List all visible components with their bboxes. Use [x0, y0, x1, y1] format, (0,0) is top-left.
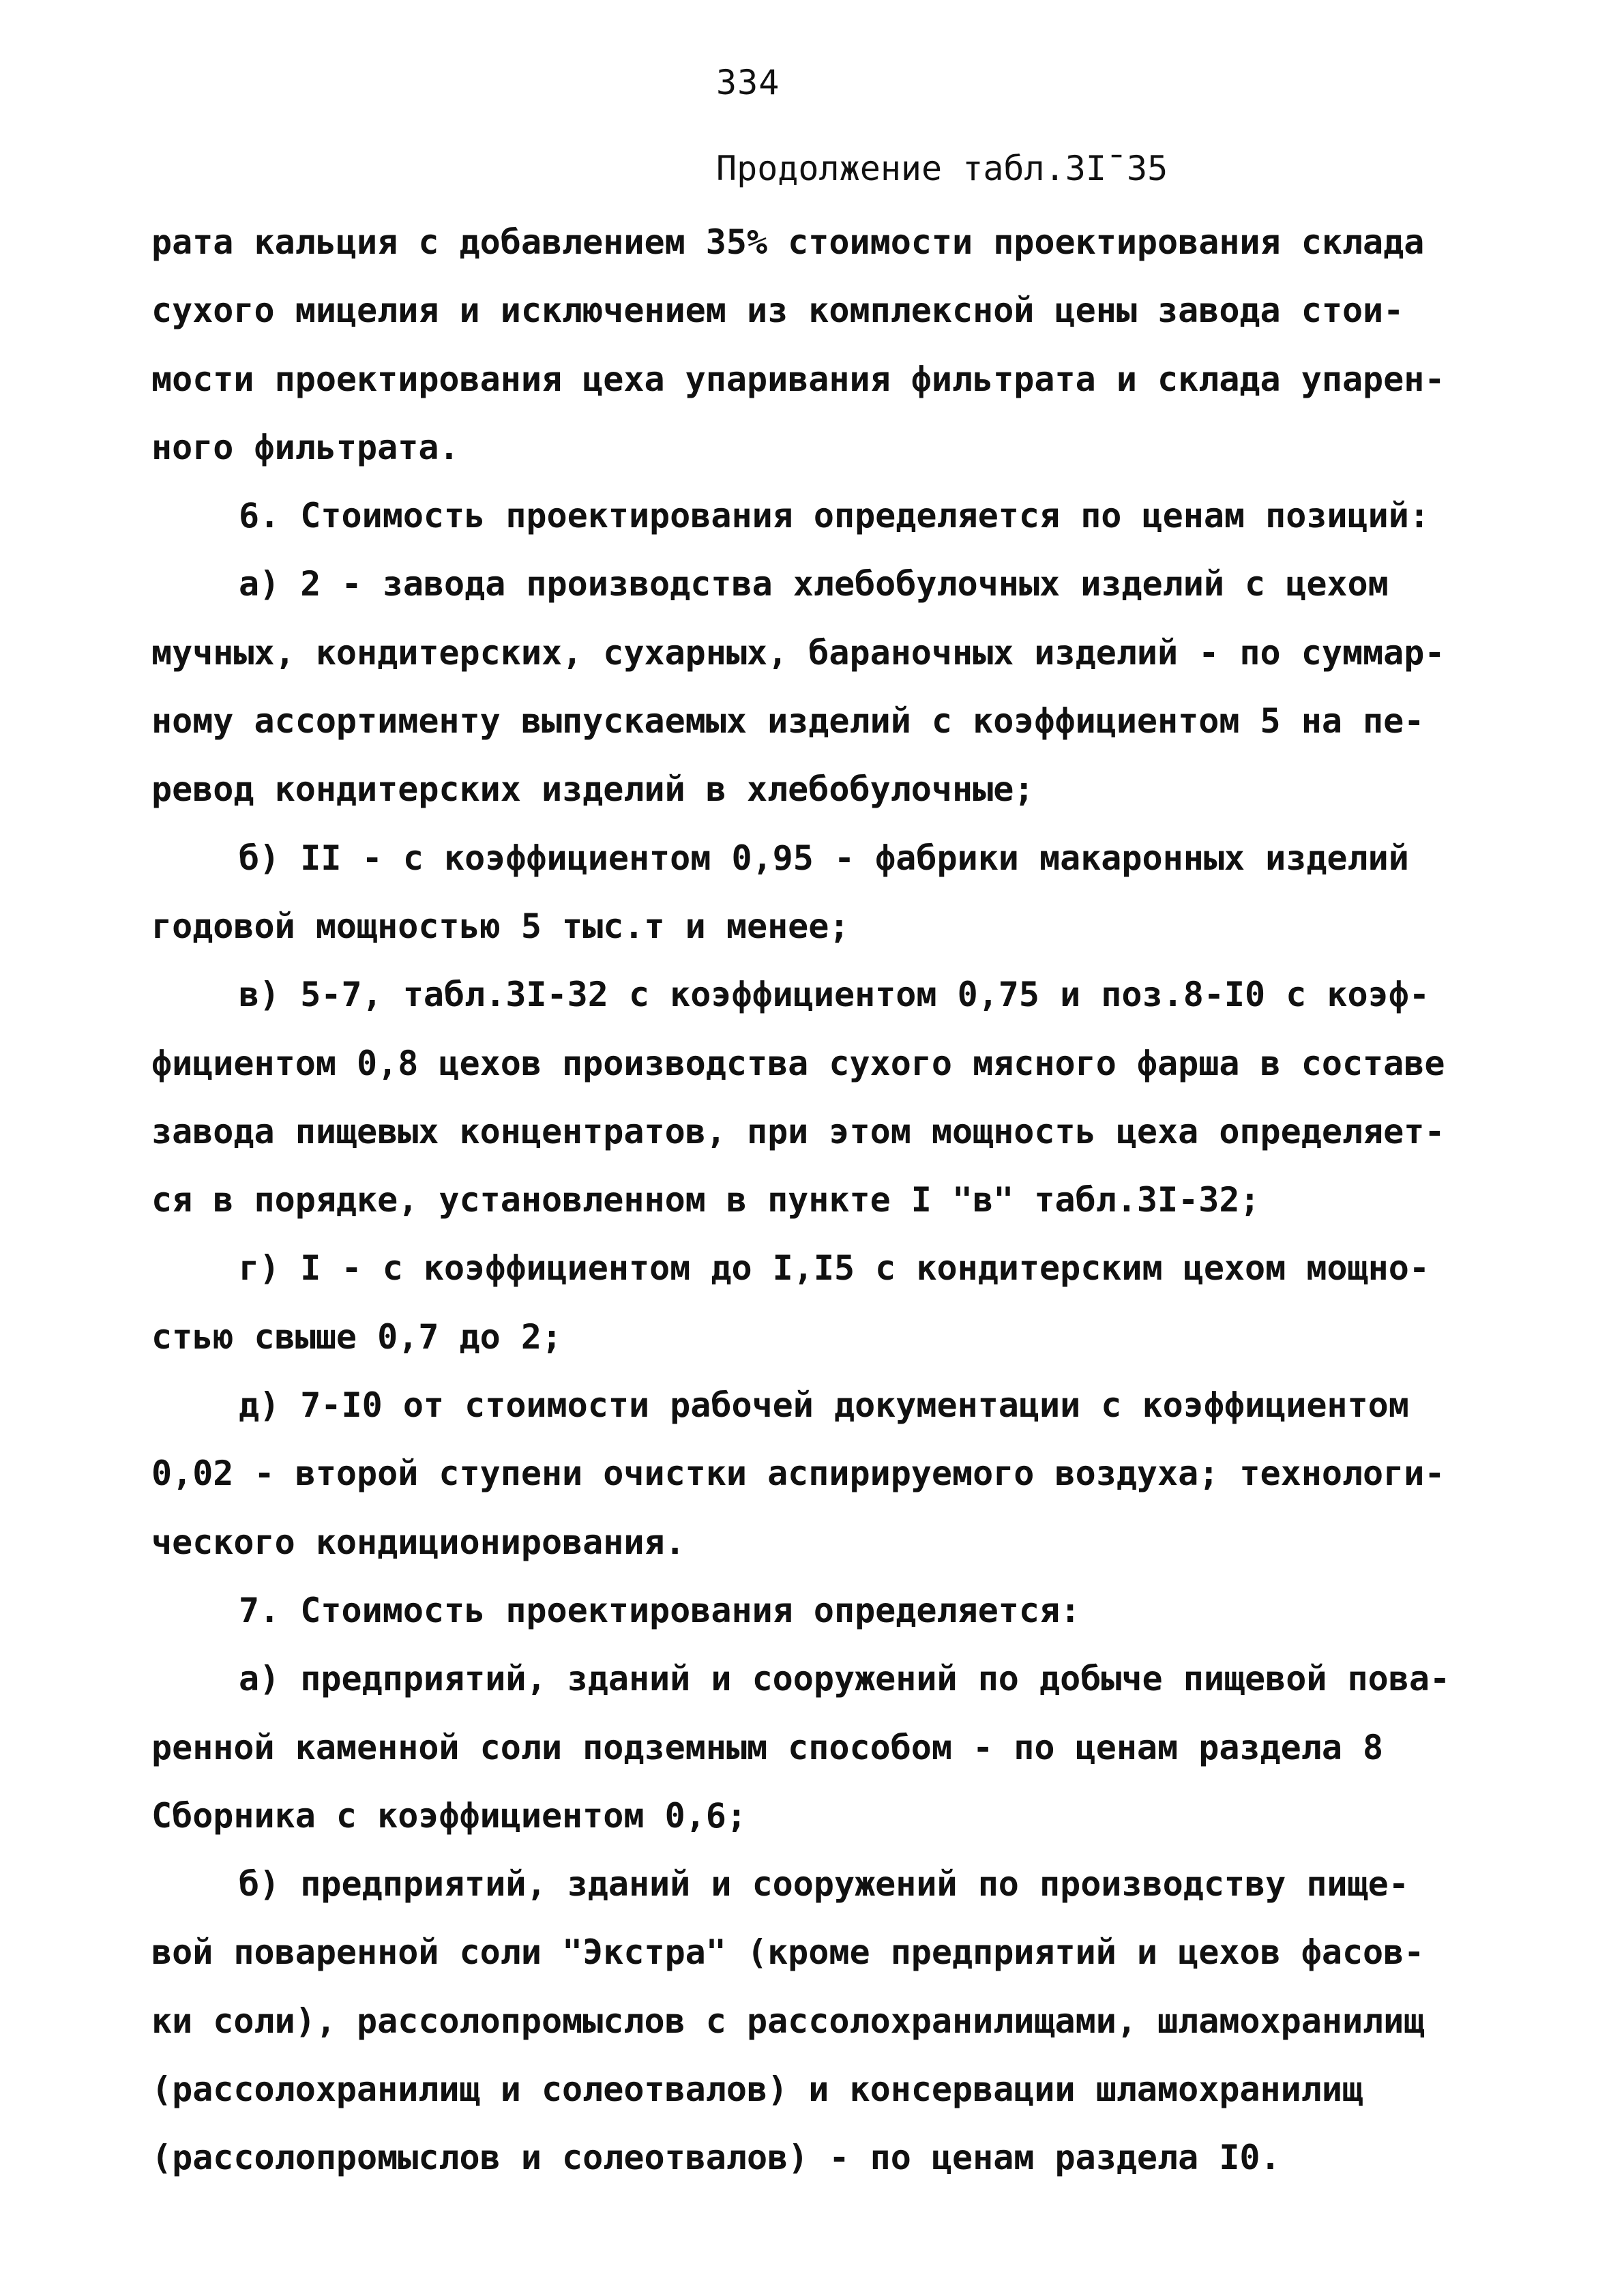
text-line: фициентом 0,8 цехов производства сухого мясного фарша в составе [151, 1043, 1445, 1083]
item-6b: б) II - с коэффициентом 0,95 - фабрики макаронных изделий [239, 838, 1409, 878]
text-line: стью свыше 0,7 до 2; [151, 1316, 563, 1357]
table-continuation-heading: Продолжение табл.3I¯35 [716, 149, 1168, 188]
text-line: мости проектирования цеха упаривания фильтрата и склада упарен- [151, 359, 1445, 399]
text-line: ному ассортименту выпускаемых изделий с коэффициентом 5 на пе- [151, 701, 1425, 741]
text-line: 0,02 - второй ступени очистки аспирируемого воздуха; технологи- [151, 1454, 1445, 1494]
body-text [151, 208, 1488, 2192]
text-line: ревод кондитерских изделий в хлебобулочные; [151, 769, 1035, 810]
text-line: ся в порядке, установленном в пункте I "в" табл.3I-32; [151, 1180, 1260, 1220]
item-7a: а) предприятий, зданий и сооружений по добыче пищевой пова- [239, 1659, 1451, 1699]
paragraph-6-heading: 6. Стоимость проектирования определяется по ценам позиций: [239, 496, 1430, 536]
item-7b: б) предприятий, зданий и сооружений по производству пище- [239, 1864, 1409, 1904]
text-line: ки соли), рассолопромыслов с рассолохранилищами, шламохранилищ [151, 2001, 1425, 2041]
text-line: Сборника с коэффициентом 0,6; [151, 1795, 747, 1836]
item-6a: а) 2 - завода производства хлебобулочных изделий с цехом [239, 564, 1389, 604]
item-6d: д) 7-I0 от стоимости рабочей документации с коэффициентом [239, 1385, 1409, 1426]
text-line: завода пищевых концентратов, при этом мощность цеха определяет- [151, 1111, 1445, 1151]
paragraph-7-heading: 7. Стоимость проектирования определяется: [239, 1590, 1081, 1630]
text-line: вой поваренной соли "Экстра" (кроме предприятий и цехов фасов- [151, 1932, 1425, 1973]
text-line: ренной каменной соли подземным способом - по ценам раздела 8 [151, 1727, 1384, 1767]
text-line: годовой мощностью 5 тыс.т и менее; [151, 906, 850, 946]
text-line: рата кальция с добавлением 35% стоимости проектирования склада [151, 222, 1425, 262]
text-line: мучных, кондитерских, сухарных, бараночных изделий - по суммар- [151, 632, 1445, 673]
text-line: ческого кондиционирования. [151, 1522, 685, 1562]
item-6v: в) 5-7, табл.3I-32 с коэффициентом 0,75 и поз.8-I0 с коэф- [239, 975, 1430, 1015]
item-6g: г) I - с коэффициентом до I,I5 с кондитерским цехом мощно- [239, 1248, 1430, 1289]
page-number: 334 [716, 63, 780, 102]
text-line: (рассолопромыслов и солеотвалов) - по ценам раздела I0. [151, 2138, 1281, 2178]
text-line: сухого мицелия и исключением из комплексной цены завода стои- [151, 291, 1404, 331]
text-line: ного фильтрата. [151, 427, 460, 467]
text-line: (рассолохранилищ и солеотвалов) и консервации шламохранилищ [151, 2070, 1363, 2110]
